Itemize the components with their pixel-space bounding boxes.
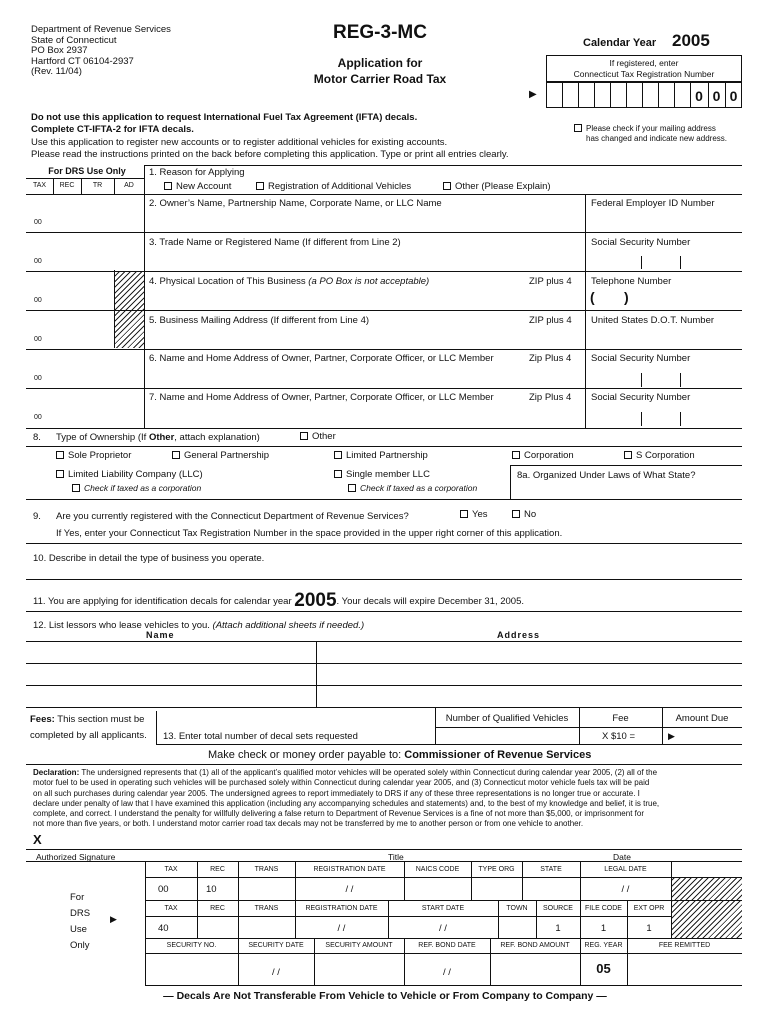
side-word: Only [70,940,90,951]
checkbox[interactable] [512,510,520,518]
ownership-other[interactable] [300,431,336,442]
drs-col-label: AD [124,182,134,189]
drs-col-label: TR [92,182,103,189]
option-additional-vehicles[interactable] [256,181,411,192]
cell-value: / / [272,967,280,978]
area-code-paren: ) [624,289,629,305]
mailing-label: Please check if your mailing address [586,124,716,133]
zip-label: ZIP plus 4 [529,315,572,326]
declaration-head: Declaration: [33,768,80,777]
line8-label [56,432,260,443]
option-other[interactable] [443,181,551,192]
col-header: TYPE ORG [478,866,515,873]
line7-owner-address-label: 7. Name and Home Address of Owner, Partner, Corporate Officer, or LLC Member [149,392,494,403]
option-label: Registration of Additional Vehicles [268,181,412,192]
lessor-name-input[interactable] [26,664,316,685]
line8a-state-label: 8a. Organized Under Laws of What State? [517,470,696,481]
checkbox[interactable] [348,484,356,492]
lessor-name-header: Name [146,630,175,640]
declaration-line: not more than five years, or both. I understand motor carrier road tax decals may not be transferred by me to another person or from one vehicle to another. [33,819,584,829]
option-label: Other (Please Explain) [455,181,551,192]
col-header: REC [210,866,225,873]
label-text: 12. List lessors who lease vehicles to you. [33,620,213,631]
drs-row-code: 00 [34,375,42,382]
option-label: Corporation [524,450,574,461]
other-reason-checkbox[interactable] [443,182,451,190]
option-label: Single member LLC [346,469,430,480]
cell-value: 40 [158,923,169,934]
lessor-address-input[interactable] [317,642,742,663]
cell-value: 10 [206,884,217,895]
footer-notice: — Decals Are Not Transferable From Vehicle to Vehicle or From Company to Company — [163,990,607,1002]
declaration-line: on all such purchases during calendar year 2005. The undersigned agrees to report immediately to DRS if any of these three representations is no longer true or accurate. I [33,788,640,798]
drs-row-code: 00 [34,336,42,343]
line3-trade-name-label: 3. Trade Name or Registered Name (If different from Line 2) [149,237,401,248]
rule [26,388,742,389]
digit-divider [642,82,643,108]
trade-name-input[interactable] [145,248,585,270]
col-header: SECURITY DATE [248,942,304,949]
side-word: Use [70,924,87,935]
hatched-area [672,878,742,900]
cell-value: / / [621,884,630,895]
col-header: SECURITY AMOUNT [325,942,393,949]
col-header: REF. BOND DATE [418,942,476,949]
mailing-label: has changed and indicate new address. [586,134,727,143]
digit-divider [578,82,579,108]
date-label: Date [613,852,631,862]
ownership-corporation[interactable] [512,450,574,461]
option-label: S Corporation [636,450,695,461]
col-header: START DATE [421,905,465,912]
declaration-line: complete, and correct. I understand the penalty for willfully delivering a false return to Department of Revenue Services is a fine of not more than $5,000, or imprisonment for [33,809,644,819]
registration-label: Connecticut Tax Registration Number [573,69,715,79]
reg-suffix-digit: 0 [695,88,703,104]
reg-year-value: 05 [596,961,611,976]
digit-divider [674,82,675,108]
address-line: Hartford CT 06104-2937 [31,55,134,67]
fees-note-2: completed by all applicants. [30,730,147,741]
additional-vehicles-checkbox[interactable] [256,182,264,190]
col-header: REG. YEAR [584,942,623,949]
cell-value: 1 [646,923,652,934]
line9-num: 9. [33,511,41,522]
rule [26,861,742,862]
zip-label: Zip Plus 4 [529,353,572,364]
col-header: REC [210,905,225,912]
rule [26,446,742,447]
lessor-address-header: Address [497,630,541,640]
address-line: PO Box 2937 [31,45,88,56]
arrow-icon: ▶ [668,731,675,741]
arrow-icon: ▶ [529,89,537,100]
rule [641,373,642,387]
cell-value: / / [443,967,451,978]
label-text: 11. You are applying for identification decals for calendar year [33,596,292,607]
checkbox[interactable] [334,470,342,478]
owner2-address-input[interactable] [145,404,585,426]
line8-num: 8. [33,432,41,443]
label-text: This section must be [54,714,145,725]
digit-divider [658,82,659,108]
rule [145,916,742,917]
form-id: REG-3-MC [333,22,427,43]
drs-row-code: 00 [34,258,42,265]
cell-value: / / [345,884,354,895]
rule [585,194,586,428]
rule [53,178,54,194]
declaration-line: declare under penalty of law that I have examined this application (including any accompanying schedules and statements) and, to the best of my knowledge and belief, it is true, [33,798,660,808]
cell-value: 1 [555,923,561,934]
cell-value: 00 [158,884,169,895]
rule [26,611,742,612]
payee: Commissioner of Revenue Services [404,749,592,761]
checkbox[interactable] [300,432,308,440]
mailing-address-changed [574,124,727,144]
label-note: (a PO Box is not acceptable) [308,276,430,287]
option-label: Check if taxed as a corporation [84,483,202,493]
fees-note [30,714,144,725]
mailing-address-checkbox[interactable] [574,124,582,132]
checkbox[interactable] [624,451,632,459]
rule [26,194,742,195]
option-label: Sole Proprietor [68,450,132,461]
address-line: Department of Revenue Services [31,24,171,35]
signature-label: Authorized Signature [36,852,116,862]
lessor-name-input[interactable] [26,686,316,707]
col-header: FEE REMITTED [658,942,711,949]
checkbox[interactable] [172,451,180,459]
ssn-label: Social Security Number [591,237,691,248]
business-type-input[interactable] [26,565,742,579]
rule [145,953,742,954]
rule [510,465,742,466]
checkbox[interactable] [56,451,64,459]
hatched-area [672,901,742,938]
calendar-year-label: Calendar Year [583,37,657,49]
lessor-address-input[interactable] [317,686,742,707]
reg-suffix-digit: 0 [729,88,738,104]
dept-address [31,25,171,78]
form-title-2: Motor Carrier Road Tax [313,72,447,86]
llc-taxed-corp[interactable] [72,483,201,493]
side-word: For [70,892,85,903]
line2-owner-name-label: 2. Owner’s Name, Partnership Name, Corporate Name, or LLC Name [149,198,442,209]
col-header: FILE CODE [585,905,622,912]
mailing-address-input[interactable] [145,326,585,348]
signature-input[interactable] [48,832,742,848]
line4-physical-location-label [149,276,429,287]
rule [156,744,742,745]
checkbox[interactable] [334,451,342,459]
label-text: Make check or money order payable to: [208,749,405,761]
col-header: TRANS [254,905,279,912]
checkbox[interactable] [56,470,64,478]
rule [145,985,742,986]
intro-ifta: Complete CT-IFTA-2 for IFTA decals. [31,124,194,135]
owner-name-input[interactable] [145,209,585,231]
registered-no[interactable] [512,509,536,520]
drs-row-code: 00 [34,297,42,304]
label-note: (Attach additional sheets if needed.) [212,620,365,631]
rule [680,412,681,426]
form-title-1: Application for [337,56,423,70]
label-text: . Your decals will expire December 31, 2005. [336,596,524,607]
rule [145,877,742,878]
option-label: No [524,509,537,520]
declaration-text [33,768,659,830]
amount-due-label: Amount Due [675,713,729,724]
signature-x-mark: X [33,832,42,847]
rule [641,412,642,426]
ownership-sole[interactable] [56,450,131,461]
lessor-address-input[interactable] [317,664,742,685]
ownership-scorp[interactable] [624,450,695,461]
side-word: DRS [70,908,91,919]
title-label: Title [388,852,404,862]
organized-state-input[interactable] [511,482,742,498]
col-header: REGISTRATION DATE [313,866,386,873]
qualified-vehicles-input[interactable] [436,728,579,744]
label-text: The undersigned represents that (1) all of the applicant’s qualified motor vehicles will be operated solely within Connecticut during calendar year 2005, (2) all of the [79,768,658,777]
line9-instruction: If Yes, enter your Connecticut Tax Registration Number in the space provided in the upper right corner of this application. [56,528,563,539]
ssn-label: Social Security Number [591,392,691,403]
col-header: EXT OPR [633,905,665,912]
rule [145,861,146,985]
rule [26,271,742,272]
rule [26,428,742,429]
col-header: LEGAL DATE [604,866,647,873]
drs-col-label: TAX [32,182,47,189]
owner-address-input[interactable] [145,365,585,387]
rule [680,373,681,387]
checkbox[interactable] [460,510,468,518]
rule [26,707,742,708]
col-header: SOURCE [543,905,573,912]
qualified-vehicles-label: Number of Qualified Vehicles [445,713,569,724]
rule [81,178,82,194]
ssn-label: Social Security Number [591,353,691,364]
ownership-general[interactable] [172,450,269,461]
col-header: TRANS [254,866,279,873]
declaration-line: motor fuel to be used in operating such vehicles will be purchased solely within Connecticut during calendar year 2005, and (3) Connecticut motor vehicle fuels tax will be paid [33,778,650,788]
rule [26,310,742,311]
ownership-llc[interactable] [56,469,203,480]
registration-label: If registered, enter [609,58,679,68]
revision-date: (Rev. 11/04) [31,66,82,77]
rule [641,256,642,269]
fee-label: Fee [612,713,629,724]
option-label: General Partnership [184,450,270,461]
single-llc-taxed-corp[interactable] [348,483,477,493]
col-header: NAICS CODE [415,866,460,873]
line9-question: Are you currently registered with the Connecticut Department of Revenue Services? [56,511,409,522]
col-header: REGISTRATION DATE [305,905,378,912]
rule [114,178,115,194]
physical-location-input[interactable] [145,287,585,309]
rule [26,178,144,179]
rule [26,349,742,350]
rule [144,165,742,166]
ownership-single-llc[interactable] [334,469,430,480]
rule [26,764,742,765]
drs-col-label: REC [59,182,75,189]
col-header: TAX [164,866,178,873]
line13-decal-sets-label: 13. Enter total number of decal sets requested [163,731,358,742]
decal-year: 2005 [294,590,337,611]
cell-value: / / [337,923,346,934]
fee-value: X $10 = [602,731,636,742]
col-header: REF. BOND AMOUNT [500,942,570,949]
registered-yes[interactable] [460,509,488,520]
drs-row-code: 00 [34,219,42,226]
dot-number-label: United States D.O.T. Number [591,315,715,326]
drs-row-code: 00 [34,414,42,421]
fein-label: Federal Employer ID Number [591,198,715,209]
digit-divider [610,82,611,108]
rule [26,579,742,580]
col-header: TAX [164,905,178,912]
intro-warning: Do not use this application to request International Fuel Tax Agreement (IFTA) decals. [31,112,418,123]
label-text: Type of Ownership (If [56,432,149,443]
checkbox[interactable] [512,451,520,459]
checkbox[interactable] [72,484,80,492]
rule [680,256,681,269]
arrow-icon: ▶ [110,914,117,924]
digit-divider [594,82,595,108]
option-label: Check if taxed as a corporation [360,483,478,493]
option-label: Limited Partnership [346,450,428,461]
option-label: Other [312,431,336,442]
new-account-checkbox[interactable] [164,182,172,190]
col-header: SECURITY NO. [166,942,217,949]
ownership-limited[interactable] [334,450,428,461]
line5-mailing-address-label: 5. Business Mailing Address (If different from Line 4) [149,315,370,326]
intro-use: Use this application to register new accounts or to register additional vehicles for existing accounts. [31,137,448,148]
rule [156,711,157,744]
line1-label: 1. Reason for Applying [149,167,245,178]
col-header: TOWN [506,905,528,912]
intro-instructions: Please read the instructions printed on the back before completing this application. Type or print all entries clearly. [31,149,509,160]
address-line: State of Connecticut [31,34,117,46]
payable-line [208,749,591,761]
line12-lessors-label [33,620,364,631]
drs-use-only-title: For DRS Use Only [48,166,126,176]
label-text: , attach explanation) [174,432,260,443]
rule [145,938,742,939]
rule [26,499,742,500]
cell-value: / / [439,923,447,934]
telephone-label: Telephone Number [591,276,672,287]
rule [145,900,742,901]
declaration-line [33,768,659,778]
option-label: Limited Liability Company (LLC) [68,469,203,480]
line6-owner-address-label: 6. Name and Home Address of Owner, Partner, Corporate Officer, or LLC Member [149,353,494,364]
rule [26,543,742,544]
lessor-name-input[interactable] [26,642,316,663]
zip-label: ZIP plus 4 [529,276,572,287]
drs-side-label [70,890,90,954]
reg-suffix-digit: 0 [712,88,721,104]
zip-label: Zip Plus 4 [529,392,572,403]
cell-value: 1 [600,923,607,934]
option-new-account[interactable] [164,181,231,192]
amount-due-input[interactable] [680,728,742,744]
fein-input[interactable] [586,209,742,231]
digit-divider [626,82,627,108]
calendar-year: 2005 [672,31,710,50]
line10-business-type-label: 10. Describe in detail the type of business you operate. [33,553,265,564]
rule [26,849,742,850]
label-text: Fees: [30,714,55,725]
digit-divider [562,82,563,108]
option-label: Yes [472,509,488,520]
area-code-paren: ( [590,289,595,305]
label-text: 4. Physical Location of This Business [149,276,309,287]
label-text: Other [148,432,175,443]
option-label: New Account [176,181,232,192]
rule [26,232,742,233]
line11-decals [33,590,524,612]
col-header: STATE [540,866,562,873]
